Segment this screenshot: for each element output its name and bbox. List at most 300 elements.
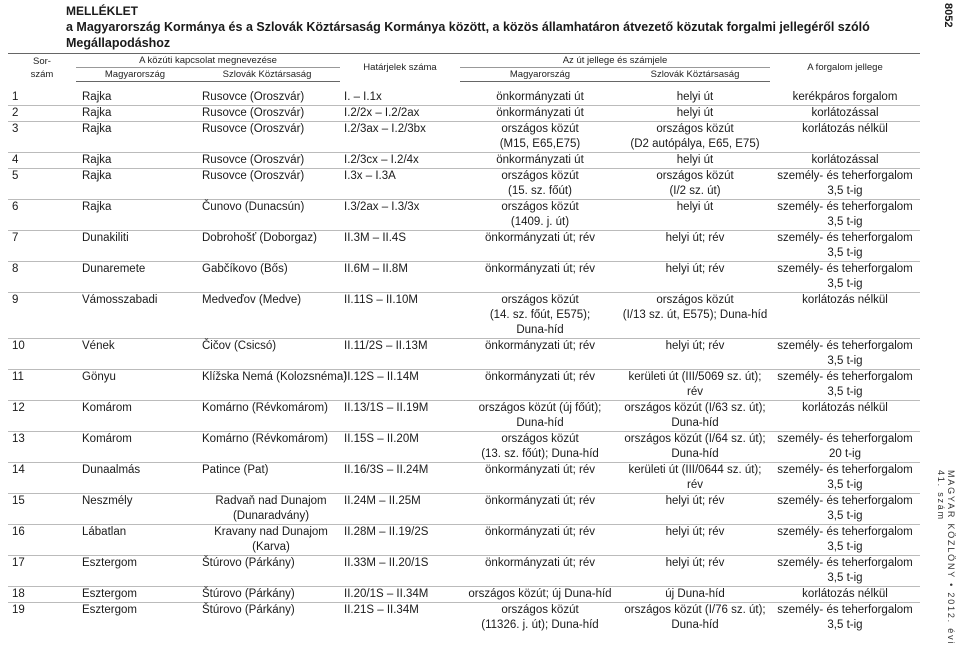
cell-border-marks bbox=[340, 401, 460, 432]
cell-sk-settlement-line: Štúrovo (Párkány) bbox=[202, 557, 295, 569]
cell-no bbox=[8, 231, 76, 262]
table-row bbox=[8, 153, 920, 169]
cell-border-marks bbox=[340, 231, 460, 262]
cell-road-sk-line: (I/2 sz. út) bbox=[669, 185, 721, 197]
cell-road-hu-line: országos közút bbox=[501, 201, 579, 213]
cell-border-marks-line: II.20/1S – II.34M bbox=[344, 588, 429, 600]
cell-sk-settlement bbox=[194, 432, 340, 463]
cell-sk-settlement bbox=[194, 293, 340, 339]
page-number: 8052 bbox=[942, 3, 954, 28]
cell-road-sk-line: helyi út; rév bbox=[665, 340, 725, 352]
cell-hu-settlement bbox=[76, 262, 194, 293]
cell-no-line: 17 bbox=[12, 557, 25, 569]
cell-road-sk bbox=[620, 153, 770, 169]
cell-sk-settlement bbox=[194, 122, 340, 153]
cell-border-marks bbox=[340, 494, 460, 525]
cell-road-hu-line: (11326. j. út); Duna-híd bbox=[481, 619, 599, 631]
document-header bbox=[66, 3, 916, 51]
cell-border-marks-line: II.13/1S – II.19M bbox=[344, 402, 429, 414]
cell-hu-settlement bbox=[76, 494, 194, 525]
cell-hu-settlement bbox=[76, 525, 194, 556]
cell-road-sk-line: új Duna-híd bbox=[665, 588, 725, 600]
cell-traffic bbox=[770, 122, 920, 153]
cell-road-hu-line: önkormányzati út; rév bbox=[485, 526, 595, 538]
cell-no-line: 15 bbox=[12, 495, 25, 507]
header-connection: A közúti kapcsolat megnevezése bbox=[76, 54, 340, 68]
cell-traffic bbox=[770, 106, 920, 122]
header-sk: Szlovák Köztársaság bbox=[194, 68, 340, 82]
cell-road-hu-line: országos közút bbox=[501, 604, 579, 616]
cell-traffic bbox=[770, 494, 920, 525]
cell-road-sk bbox=[620, 231, 770, 262]
cell-road-hu-line: országos közút (új főút); bbox=[478, 402, 602, 414]
cell-no-line: 8 bbox=[12, 263, 19, 275]
cell-sk-settlement bbox=[194, 339, 340, 370]
cell-road-sk-line: Duna-híd bbox=[671, 619, 719, 631]
cell-traffic bbox=[770, 200, 920, 231]
cell-road-sk bbox=[620, 463, 770, 494]
cell-traffic-line: korlátozással bbox=[811, 154, 879, 166]
cell-traffic-line: korlátozás nélkül bbox=[802, 294, 888, 306]
cell-road-hu bbox=[460, 401, 620, 432]
cell-road-hu-line: önkormányzati út; rév bbox=[485, 340, 595, 352]
cell-road-sk bbox=[620, 587, 770, 603]
cell-no-line: 5 bbox=[12, 170, 19, 182]
table-row bbox=[8, 463, 920, 494]
cell-traffic-line: korlátozás nélkül bbox=[802, 402, 888, 414]
cell-sk-settlement bbox=[194, 153, 340, 169]
cell-no bbox=[8, 370, 76, 401]
cell-no-line: 1 bbox=[12, 91, 19, 103]
table-row bbox=[8, 339, 920, 370]
cell-traffic-line: 20 t-ig bbox=[829, 448, 861, 460]
cell-road-hu-line: önkormányzati út; rév bbox=[485, 464, 595, 476]
cell-road-sk bbox=[620, 556, 770, 587]
header-road: Az út jellege és számjele bbox=[460, 54, 770, 68]
cell-hu-settlement bbox=[76, 122, 194, 153]
cell-road-hu bbox=[460, 603, 620, 634]
cell-border-marks bbox=[340, 463, 460, 494]
cell-border-marks bbox=[340, 293, 460, 339]
cell-road-sk bbox=[620, 432, 770, 463]
cell-road-sk-line: országos közút (I/76 sz. út); bbox=[624, 604, 766, 616]
gazette-sidebar: MAGYAR KÖZLÖNY • 2012. évi 41. szám bbox=[936, 470, 956, 646]
cell-no bbox=[8, 169, 76, 200]
cell-hu-settlement-line: Esztergom bbox=[82, 557, 137, 569]
cell-sk-settlement-line: Patince (Pat) bbox=[202, 464, 269, 476]
cell-road-hu-line: önkormányzati út; rév bbox=[485, 371, 595, 383]
cell-border-marks-line: II.11S – II.10M bbox=[344, 294, 418, 306]
cell-traffic bbox=[770, 293, 920, 339]
cell-traffic-line: 3,5 t-ig bbox=[827, 278, 863, 290]
cell-hu-settlement bbox=[76, 370, 194, 401]
cell-no-line: 11 bbox=[12, 371, 24, 383]
cell-hu-settlement-line: Komárom bbox=[82, 433, 132, 445]
cell-traffic-line: 3,5 t-ig bbox=[827, 216, 863, 228]
header-hu: Magyarország bbox=[76, 68, 194, 82]
header-border: Határjelek száma bbox=[340, 54, 460, 82]
cell-hu-settlement-line: Rajka bbox=[82, 170, 112, 182]
cell-traffic-line: korlátozással bbox=[811, 107, 879, 119]
cell-road-hu bbox=[460, 231, 620, 262]
cell-traffic-line: kerékpáros forgalom bbox=[792, 91, 898, 103]
cell-traffic-line: 3,5 t-ig bbox=[827, 619, 863, 631]
cell-traffic-line: 3,5 t-ig bbox=[827, 510, 863, 522]
cell-hu-settlement-line: Lábatlan bbox=[82, 526, 127, 538]
cell-road-sk-line: országos közút (I/63 sz. út); bbox=[624, 402, 766, 414]
cell-sk-settlement-line: Dobrohošť (Doborgaz) bbox=[202, 232, 317, 244]
cell-no bbox=[8, 339, 76, 370]
cell-traffic-line: személy- és teherforgalom bbox=[777, 201, 913, 213]
cell-sk-settlement bbox=[194, 262, 340, 293]
cell-no bbox=[8, 463, 76, 494]
cell-border-marks bbox=[340, 556, 460, 587]
cell-sk-settlement bbox=[194, 200, 340, 231]
cell-border-marks bbox=[340, 153, 460, 169]
cell-sk-settlement bbox=[194, 603, 340, 634]
cell-road-hu bbox=[460, 262, 620, 293]
cell-no bbox=[8, 401, 76, 432]
cell-traffic bbox=[770, 169, 920, 200]
cell-border-marks-line: I.2/3cx – I.2/4x bbox=[344, 154, 419, 166]
cell-no bbox=[8, 432, 76, 463]
cell-sk-settlement bbox=[194, 525, 340, 556]
cell-road-sk-line: országos közút bbox=[656, 123, 734, 135]
cell-sk-settlement bbox=[194, 370, 348, 401]
cell-traffic-line: személy- és teherforgalom bbox=[777, 557, 913, 569]
cell-road-sk bbox=[620, 370, 770, 401]
cell-border-marks bbox=[340, 370, 460, 401]
cell-no bbox=[8, 494, 76, 525]
cell-traffic-line: személy- és teherforgalom bbox=[777, 371, 913, 383]
cell-sk-settlement-line: (Dunaradvány) bbox=[232, 510, 310, 522]
cell-border-marks bbox=[340, 339, 460, 370]
cell-hu-settlement-line: Dunaremete bbox=[82, 263, 146, 275]
cell-no-line: 16 bbox=[12, 526, 25, 538]
cell-no bbox=[8, 200, 76, 231]
cell-no-line: 10 bbox=[12, 340, 25, 352]
cell-no-line: 3 bbox=[12, 123, 19, 135]
cell-border-marks-line: II.15S – II.20M bbox=[344, 433, 419, 445]
cell-road-hu-line: önkormányzati út bbox=[496, 91, 584, 103]
cell-sk-settlement-line: Radvaň nad Dunajom bbox=[215, 495, 327, 507]
cell-hu-settlement-line: Neszmély bbox=[82, 495, 133, 507]
cell-sk-settlement bbox=[194, 494, 340, 525]
cell-no-line: 9 bbox=[12, 294, 19, 306]
header-no: Sor- szám bbox=[8, 54, 76, 82]
border-crossings-table bbox=[8, 53, 920, 633]
cell-no bbox=[8, 293, 76, 339]
cell-hu-settlement bbox=[76, 90, 194, 106]
cell-border-marks bbox=[340, 169, 460, 200]
cell-sk-settlement-line: Štúrovo (Párkány) bbox=[202, 588, 295, 600]
cell-hu-settlement-line: Komárom bbox=[82, 402, 132, 414]
header-road-hu: Magyarország bbox=[460, 68, 620, 82]
cell-road-sk bbox=[620, 293, 770, 339]
cell-road-sk-line: helyi út; rév bbox=[665, 263, 725, 275]
cell-sk-settlement-line: Gabčíkovo (Bős) bbox=[202, 263, 288, 275]
cell-traffic-line: korlátozás nélkül bbox=[802, 588, 888, 600]
cell-hu-settlement bbox=[76, 339, 194, 370]
cell-road-hu-line: Duna-híd bbox=[516, 417, 564, 429]
cell-hu-settlement-line: Rajka bbox=[82, 91, 112, 103]
cell-road-hu bbox=[460, 90, 620, 106]
cell-traffic-line: személy- és teherforgalom bbox=[777, 340, 913, 352]
annex-title: a Magyarország Kormánya és a Szlovák Köztársaság Kormánya között, a közös államhatáron átvezető közutak forgalmi jellegéről szóló Megállapodáshoz bbox=[66, 20, 870, 50]
cell-hu-settlement-line: Esztergom bbox=[82, 588, 137, 600]
table-row bbox=[8, 122, 920, 153]
annex-label: MELLÉKLET bbox=[66, 4, 138, 18]
table-row bbox=[8, 262, 920, 293]
cell-no bbox=[8, 525, 76, 556]
cell-no bbox=[8, 90, 76, 106]
cell-road-sk-line: helyi út; rév bbox=[665, 495, 725, 507]
cell-hu-settlement-line: Rajka bbox=[82, 107, 112, 119]
cell-sk-settlement bbox=[194, 231, 340, 262]
cell-road-hu bbox=[460, 293, 620, 339]
cell-road-sk-line: (I/13 sz. út, E575); Duna-híd bbox=[622, 309, 768, 321]
cell-hu-settlement bbox=[76, 293, 194, 339]
cell-sk-settlement-line: Rusovce (Oroszvár) bbox=[202, 91, 305, 103]
cell-traffic bbox=[770, 401, 920, 432]
cell-sk-settlement-line: Štúrovo (Párkány) bbox=[202, 604, 295, 616]
cell-border-marks-line: I.2/3ax – I.2/3bx bbox=[344, 123, 426, 135]
cell-hu-settlement-line: Rajka bbox=[82, 201, 112, 213]
cell-traffic bbox=[770, 603, 920, 634]
cell-road-sk-line: országos közút (I/64 sz. út); bbox=[624, 433, 766, 445]
cell-sk-settlement bbox=[194, 401, 340, 432]
cell-road-sk-line: kerületi út (III/0644 sz. út); bbox=[628, 464, 762, 476]
cell-road-sk-line: helyi út bbox=[676, 107, 714, 119]
cell-border-marks-line: II.3M – II.4S bbox=[344, 232, 406, 244]
cell-sk-settlement bbox=[194, 90, 340, 106]
cell-hu-settlement bbox=[76, 231, 194, 262]
cell-road-hu-line: (1409. j. út) bbox=[510, 216, 570, 228]
cell-road-sk bbox=[620, 339, 770, 370]
cell-sk-settlement-line: Komárno (Révkomárom) bbox=[202, 402, 328, 414]
cell-road-sk-line: Duna-híd bbox=[671, 448, 719, 460]
table-row bbox=[8, 556, 920, 587]
cell-no bbox=[8, 106, 76, 122]
cell-road-sk bbox=[620, 169, 770, 200]
cell-no-line: 19 bbox=[12, 604, 25, 616]
cell-road-sk bbox=[620, 200, 770, 231]
cell-border-marks bbox=[340, 90, 460, 106]
cell-sk-settlement-line: Rusovce (Oroszvár) bbox=[202, 154, 305, 166]
cell-road-hu bbox=[460, 432, 620, 463]
cell-border-marks-line: II.28M – II.19/2S bbox=[344, 526, 429, 538]
cell-road-sk-line: helyi út bbox=[676, 154, 714, 166]
cell-hu-settlement-line: Rajka bbox=[82, 154, 112, 166]
cell-road-hu-line: önkormányzati út; rév bbox=[485, 495, 595, 507]
cell-road-sk bbox=[620, 262, 770, 293]
cell-road-sk-line: országos közút bbox=[656, 294, 734, 306]
cell-hu-settlement bbox=[76, 169, 194, 200]
cell-road-hu-line: önkormányzati út bbox=[496, 107, 584, 119]
table-row bbox=[8, 370, 920, 401]
cell-border-marks-line: II.6M – II.8M bbox=[344, 263, 408, 275]
cell-no bbox=[8, 603, 76, 634]
cell-road-sk bbox=[620, 525, 770, 556]
cell-no bbox=[8, 587, 76, 603]
cell-road-hu-line: országos közút bbox=[501, 170, 579, 182]
cell-border-marks bbox=[340, 106, 460, 122]
cell-road-sk-line: helyi út bbox=[676, 91, 714, 103]
cell-sk-settlement bbox=[194, 587, 340, 603]
cell-border-marks bbox=[340, 200, 460, 231]
cell-road-hu-line: (13. sz. főút); Duna-híd bbox=[481, 448, 599, 460]
cell-road-hu bbox=[460, 587, 620, 603]
cell-road-hu bbox=[460, 200, 620, 231]
cell-border-marks-line: I.2/2x – I.2/2ax bbox=[344, 107, 420, 119]
cell-road-hu-line: önkormányzati út; rév bbox=[485, 232, 595, 244]
cell-traffic bbox=[770, 525, 920, 556]
cell-sk-settlement-line: Kravany nad Dunajom bbox=[214, 526, 328, 538]
cell-road-sk bbox=[620, 401, 770, 432]
cell-road-sk bbox=[620, 603, 770, 634]
cell-sk-settlement-line: Čičov (Csicsó) bbox=[202, 340, 277, 352]
cell-traffic-line: személy- és teherforgalom bbox=[777, 170, 913, 182]
cell-road-sk-line: (D2 autópálya, E65, E75) bbox=[630, 138, 760, 150]
cell-traffic-line: személy- és teherforgalom bbox=[777, 495, 913, 507]
cell-sk-settlement-line: Klížska Nemá (Kolozsnéma) bbox=[202, 371, 348, 383]
cell-traffic-line: korlátozás nélkül bbox=[802, 123, 888, 135]
table-row bbox=[8, 293, 920, 339]
cell-no-line: 6 bbox=[12, 201, 19, 213]
cell-border-marks-line: II.33M – II.20/1S bbox=[344, 557, 429, 569]
cell-traffic bbox=[770, 339, 920, 370]
cell-traffic-line: személy- és teherforgalom bbox=[777, 464, 913, 476]
cell-border-marks bbox=[340, 525, 460, 556]
cell-sk-settlement bbox=[194, 556, 340, 587]
cell-no bbox=[8, 262, 76, 293]
cell-no bbox=[8, 556, 76, 587]
cell-border-marks-line: I. – I.1x bbox=[344, 91, 382, 103]
cell-border-marks-line: II.24M – II.25M bbox=[344, 495, 421, 507]
table-row bbox=[8, 200, 920, 231]
cell-traffic-line: személy- és teherforgalom bbox=[777, 232, 913, 244]
cell-hu-settlement bbox=[76, 587, 194, 603]
cell-traffic-line: 3,5 t-ig bbox=[827, 572, 863, 584]
cell-traffic-line: 3,5 t-ig bbox=[827, 386, 863, 398]
cell-road-sk-line: rév bbox=[687, 479, 703, 491]
cell-traffic bbox=[770, 432, 920, 463]
cell-road-hu bbox=[460, 556, 620, 587]
cell-hu-settlement bbox=[76, 432, 194, 463]
cell-no-line: 4 bbox=[12, 154, 19, 166]
cell-road-sk bbox=[620, 122, 770, 153]
cell-hu-settlement bbox=[76, 556, 194, 587]
cell-traffic bbox=[770, 370, 920, 401]
cell-road-hu-line: (14. sz. főút, E575); bbox=[489, 309, 591, 321]
cell-hu-settlement-line: Rajka bbox=[82, 123, 112, 135]
table-row bbox=[8, 90, 920, 106]
cell-traffic-line: 3,5 t-ig bbox=[827, 185, 863, 197]
cell-no-line: 13 bbox=[12, 433, 25, 445]
cell-road-sk bbox=[620, 494, 770, 525]
cell-hu-settlement bbox=[76, 463, 194, 494]
table-row bbox=[8, 603, 920, 634]
cell-road-hu bbox=[460, 122, 620, 153]
cell-traffic bbox=[770, 262, 920, 293]
cell-hu-settlement-line: Dunakiliti bbox=[82, 232, 129, 244]
cell-sk-settlement bbox=[194, 169, 340, 200]
cell-traffic-line: 3,5 t-ig bbox=[827, 541, 863, 553]
cell-road-sk-line: helyi út; rév bbox=[665, 526, 725, 538]
cell-traffic-line: személy- és teherforgalom bbox=[777, 263, 913, 275]
cell-traffic bbox=[770, 463, 920, 494]
cell-traffic-line: személy- és teherforgalom bbox=[777, 526, 913, 538]
cell-sk-settlement-line: Rusovce (Oroszvár) bbox=[202, 107, 305, 119]
cell-sk-settlement-line: Rusovce (Oroszvár) bbox=[202, 170, 305, 182]
cell-road-hu bbox=[460, 370, 620, 401]
cell-no-line: 18 bbox=[12, 588, 25, 600]
cell-road-hu-line: önkormányzati út; rév bbox=[485, 263, 595, 275]
cell-traffic-line: 3,5 t-ig bbox=[827, 355, 863, 367]
cell-road-sk-line: kerületi út (III/5069 sz. út); bbox=[628, 371, 762, 383]
cell-border-marks-line: II.21S – II.34M bbox=[344, 604, 419, 616]
cell-border-marks-line: I.3/2ax – I.3/3x bbox=[344, 201, 420, 213]
cell-traffic-line: 3,5 t-ig bbox=[827, 479, 863, 491]
cell-sk-settlement-line: Rusovce (Oroszvár) bbox=[202, 123, 305, 135]
cell-road-hu-line: (15. sz. főút) bbox=[508, 185, 572, 197]
cell-road-hu-line: országos közút bbox=[501, 294, 579, 306]
cell-sk-settlement bbox=[194, 106, 340, 122]
cell-border-marks bbox=[340, 603, 460, 634]
cell-road-sk-line: helyi út; rév bbox=[665, 232, 725, 244]
cell-no-line: 14 bbox=[12, 464, 25, 476]
cell-road-hu bbox=[460, 106, 620, 122]
cell-hu-settlement bbox=[76, 106, 194, 122]
cell-hu-settlement-line: Dunaalmás bbox=[82, 464, 141, 476]
cell-road-sk-line: országos közút bbox=[656, 170, 734, 182]
cell-sk-settlement-line: Čunovo (Dunacsún) bbox=[202, 201, 305, 213]
cell-traffic bbox=[770, 556, 920, 587]
cell-road-hu-line: Duna-híd bbox=[516, 324, 564, 336]
cell-road-hu-line: önkormányzati út bbox=[496, 154, 584, 166]
table-row bbox=[8, 432, 920, 463]
cell-sk-settlement-line: Komárno (Révkomárom) bbox=[202, 433, 328, 445]
cell-border-marks bbox=[340, 122, 460, 153]
cell-border-marks bbox=[340, 262, 460, 293]
cell-border-marks-line: II.11/2S – II.13M bbox=[344, 340, 428, 352]
cell-no-line: 2 bbox=[12, 107, 19, 119]
table-row bbox=[8, 169, 920, 200]
cell-hu-settlement-line: Vének bbox=[82, 340, 115, 352]
header-road-sk: Szlovák Köztársaság bbox=[620, 68, 770, 82]
cell-road-hu-line: országos közút bbox=[501, 433, 579, 445]
table-row bbox=[8, 525, 920, 556]
cell-hu-settlement bbox=[76, 603, 194, 634]
cell-road-hu bbox=[460, 153, 620, 169]
cell-traffic-line: személy- és teherforgalom bbox=[777, 604, 913, 616]
cell-hu-settlement bbox=[76, 200, 194, 231]
cell-traffic-line: személy- és teherforgalom bbox=[777, 433, 913, 445]
table-row bbox=[8, 231, 920, 262]
header-traffic: A forgalom jellege bbox=[770, 54, 920, 82]
cell-road-hu-line: országos közút; új Duna-híd bbox=[468, 588, 612, 600]
table-row bbox=[8, 587, 920, 603]
cell-road-hu-line: országos közút bbox=[501, 123, 579, 135]
cell-border-marks bbox=[340, 432, 460, 463]
cell-no-line: 12 bbox=[12, 402, 25, 414]
cell-road-hu bbox=[460, 463, 620, 494]
cell-hu-settlement-line: Gönyu bbox=[82, 371, 116, 383]
cell-road-hu-line: (M15, E65,E75) bbox=[499, 138, 581, 150]
cell-hu-settlement bbox=[76, 153, 194, 169]
cell-sk-settlement bbox=[194, 463, 340, 494]
cell-hu-settlement-line: Vámosszabadi bbox=[82, 294, 158, 306]
